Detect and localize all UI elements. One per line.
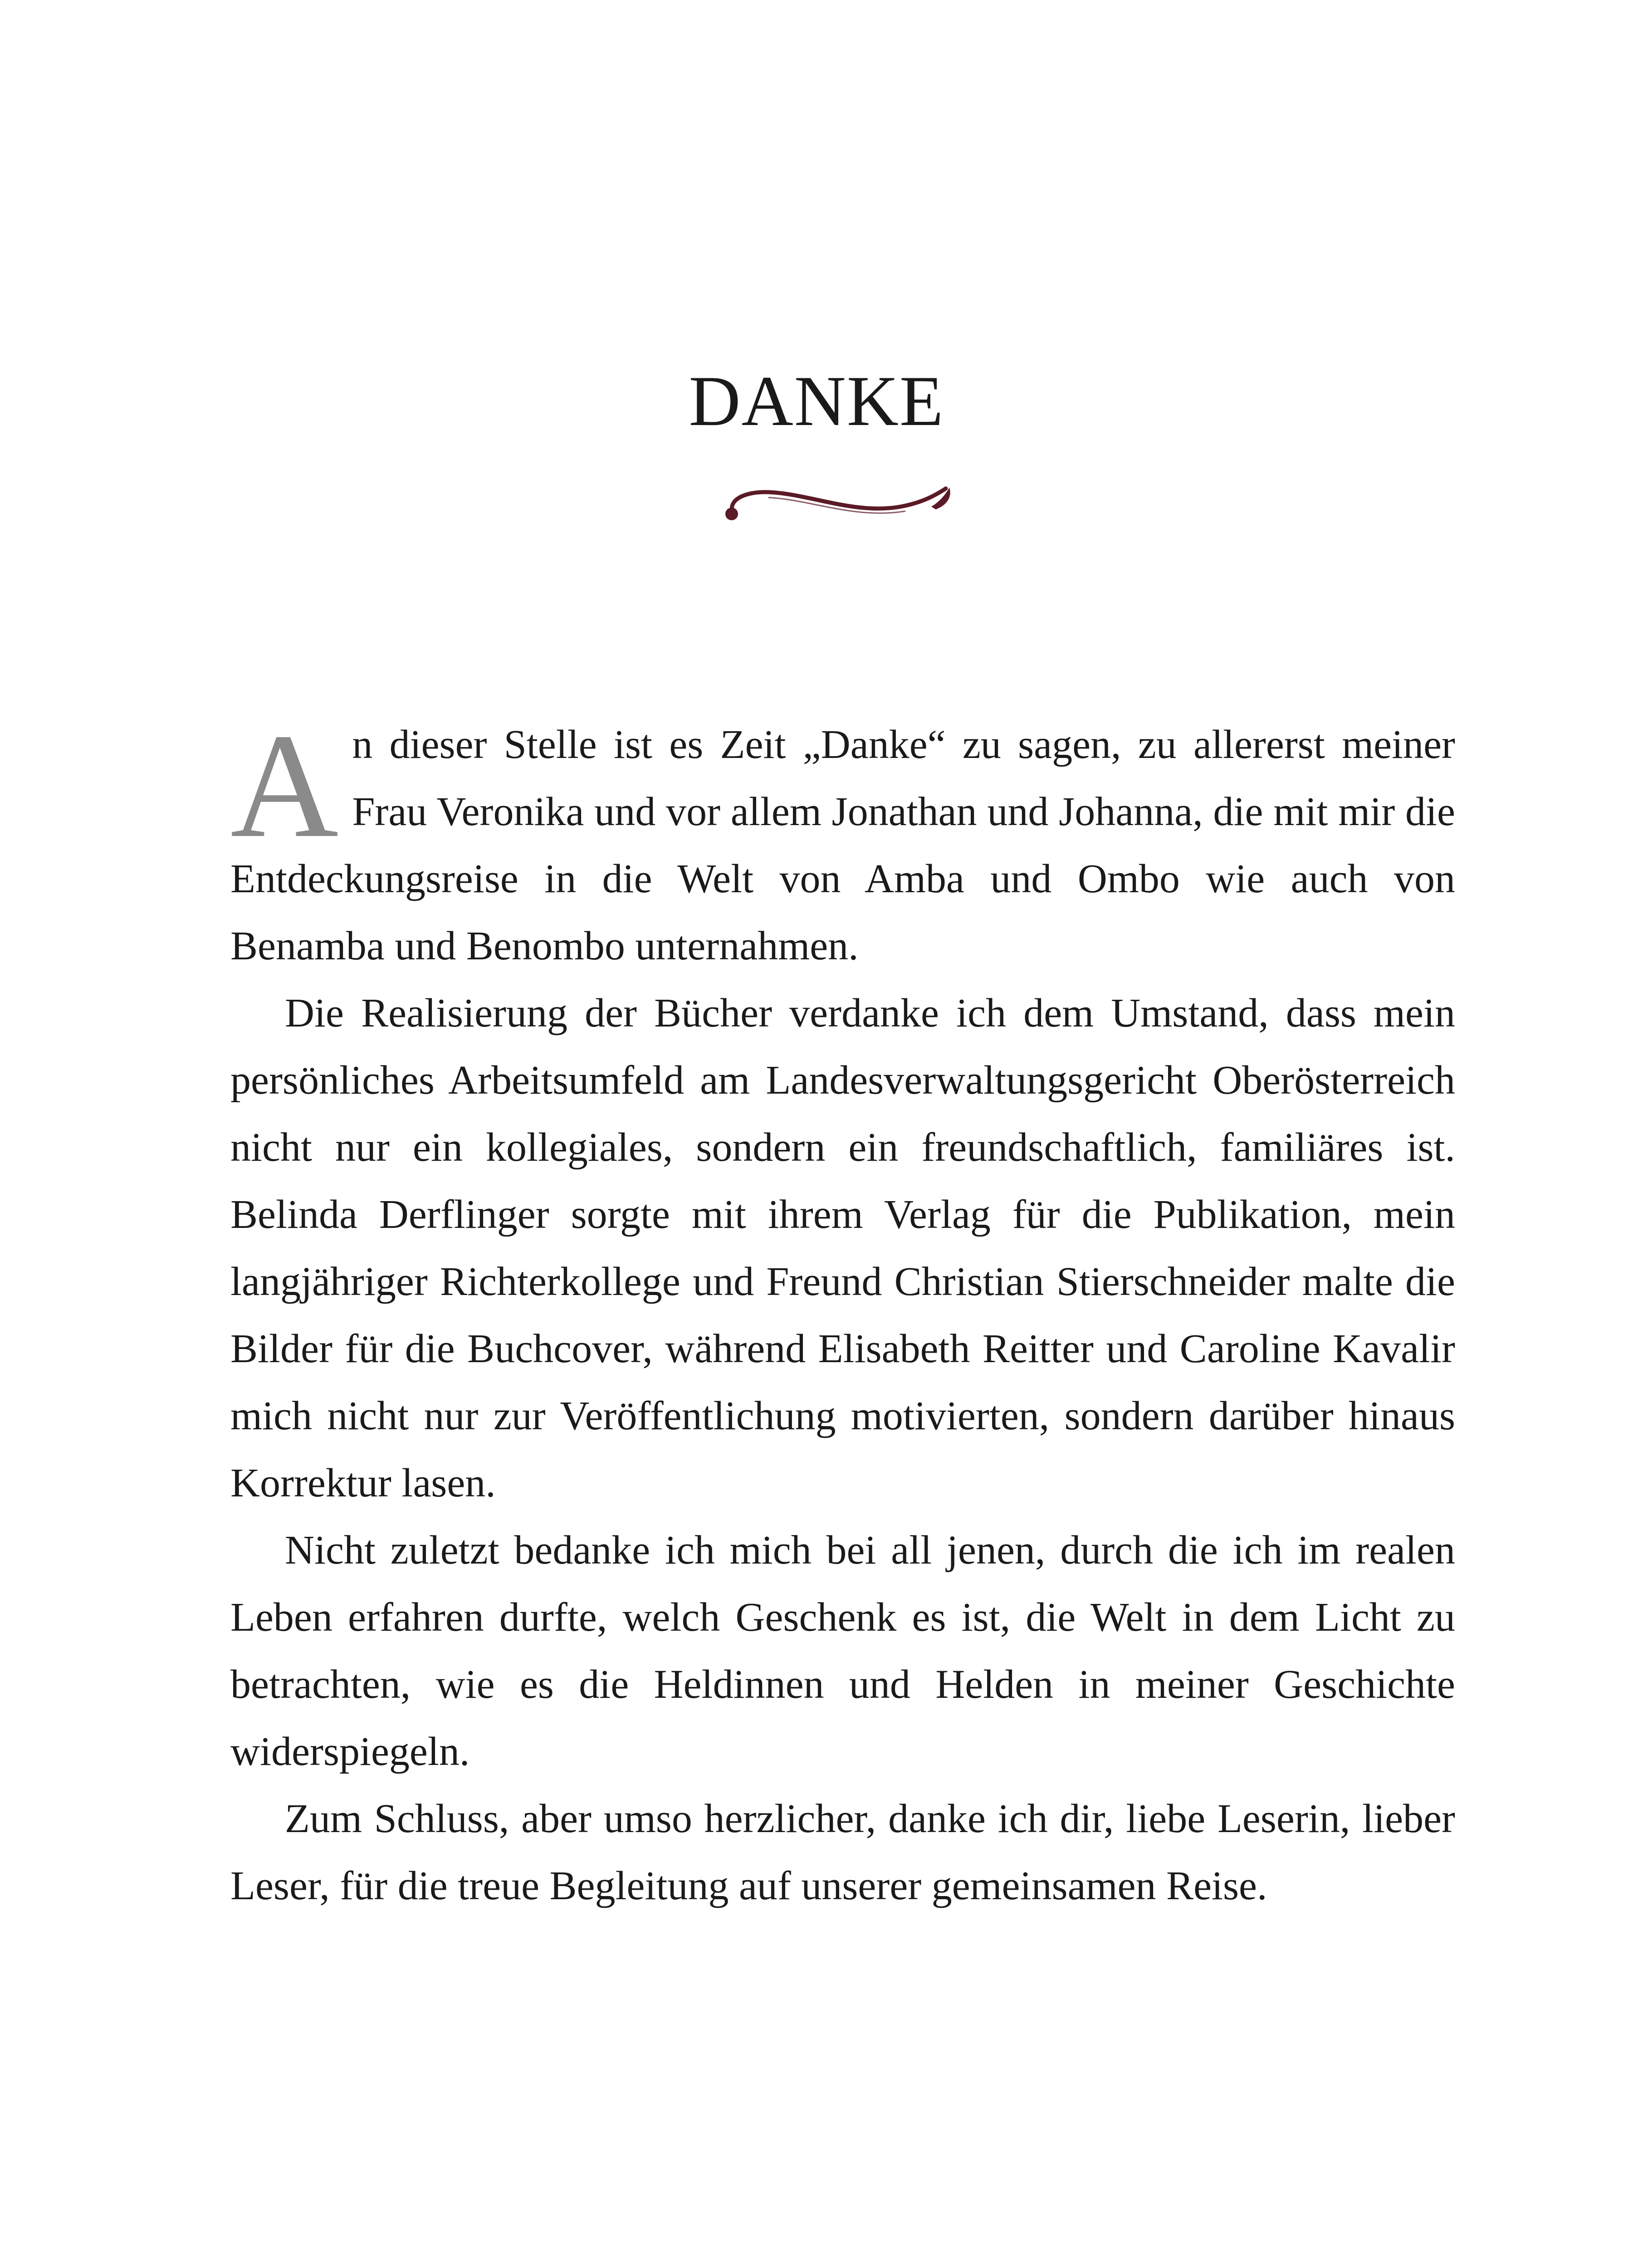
paragraph-3: Nicht zuletzt bedanke ich mich bei all jenen, durch die ich im realen Leben erfahren durfte, welch Geschenk es ist, die Welt in dem Licht zu betrachten, wie es die Heldinnen und Helden in meiner Geschichte widerspiegeln.: [230, 1528, 1455, 1774]
acknowledgements-text: [230, 703, 1455, 1920]
page-title: DANKE: [689, 361, 944, 441]
drop-cap: A: [230, 703, 339, 869]
flourish-ornament-icon: [719, 456, 955, 533]
paragraph-2: Die Realisierung der Bücher verdanke ich dem Umstand, dass mein persönliches Arbeitsumfeld am Landesverwaltungsgericht Oberösterreich nicht nur ein kollegiales, sondern ein freundschaftlich, familiäres ist. Belinda Derflinger sorgte mit ihrem Verlag für die Publikation, mein langjähriger Richterkollege und Freund Christian Stierschneider malte die Bilder für die Buchcover, während Elisabeth Reitter und Caroline Kavalir mich nicht nur zur Veröffentlichung motivierten, sondern darüber hinaus Korrektur lasen.: [230, 991, 1455, 1505]
paragraph-1-text: n dieser Stelle ist es Zeit „Danke“ zu sagen, zu allererst meiner Frau Veronika und vor allem Jonathan und Johanna, die mit mir die Entdeckungsreise in die Welt von Amba und Ombo wie auch von Benamba und Benombo unternahmen.: [230, 722, 1455, 968]
paragraph-4: Zum Schluss, aber umso herzlicher, danke ich dir, liebe Leserin, lieber Leser, für die treue Begleitung auf unserer gemeinsamen Reise.: [230, 1796, 1455, 1908]
paragraph-1: [230, 703, 1455, 980]
